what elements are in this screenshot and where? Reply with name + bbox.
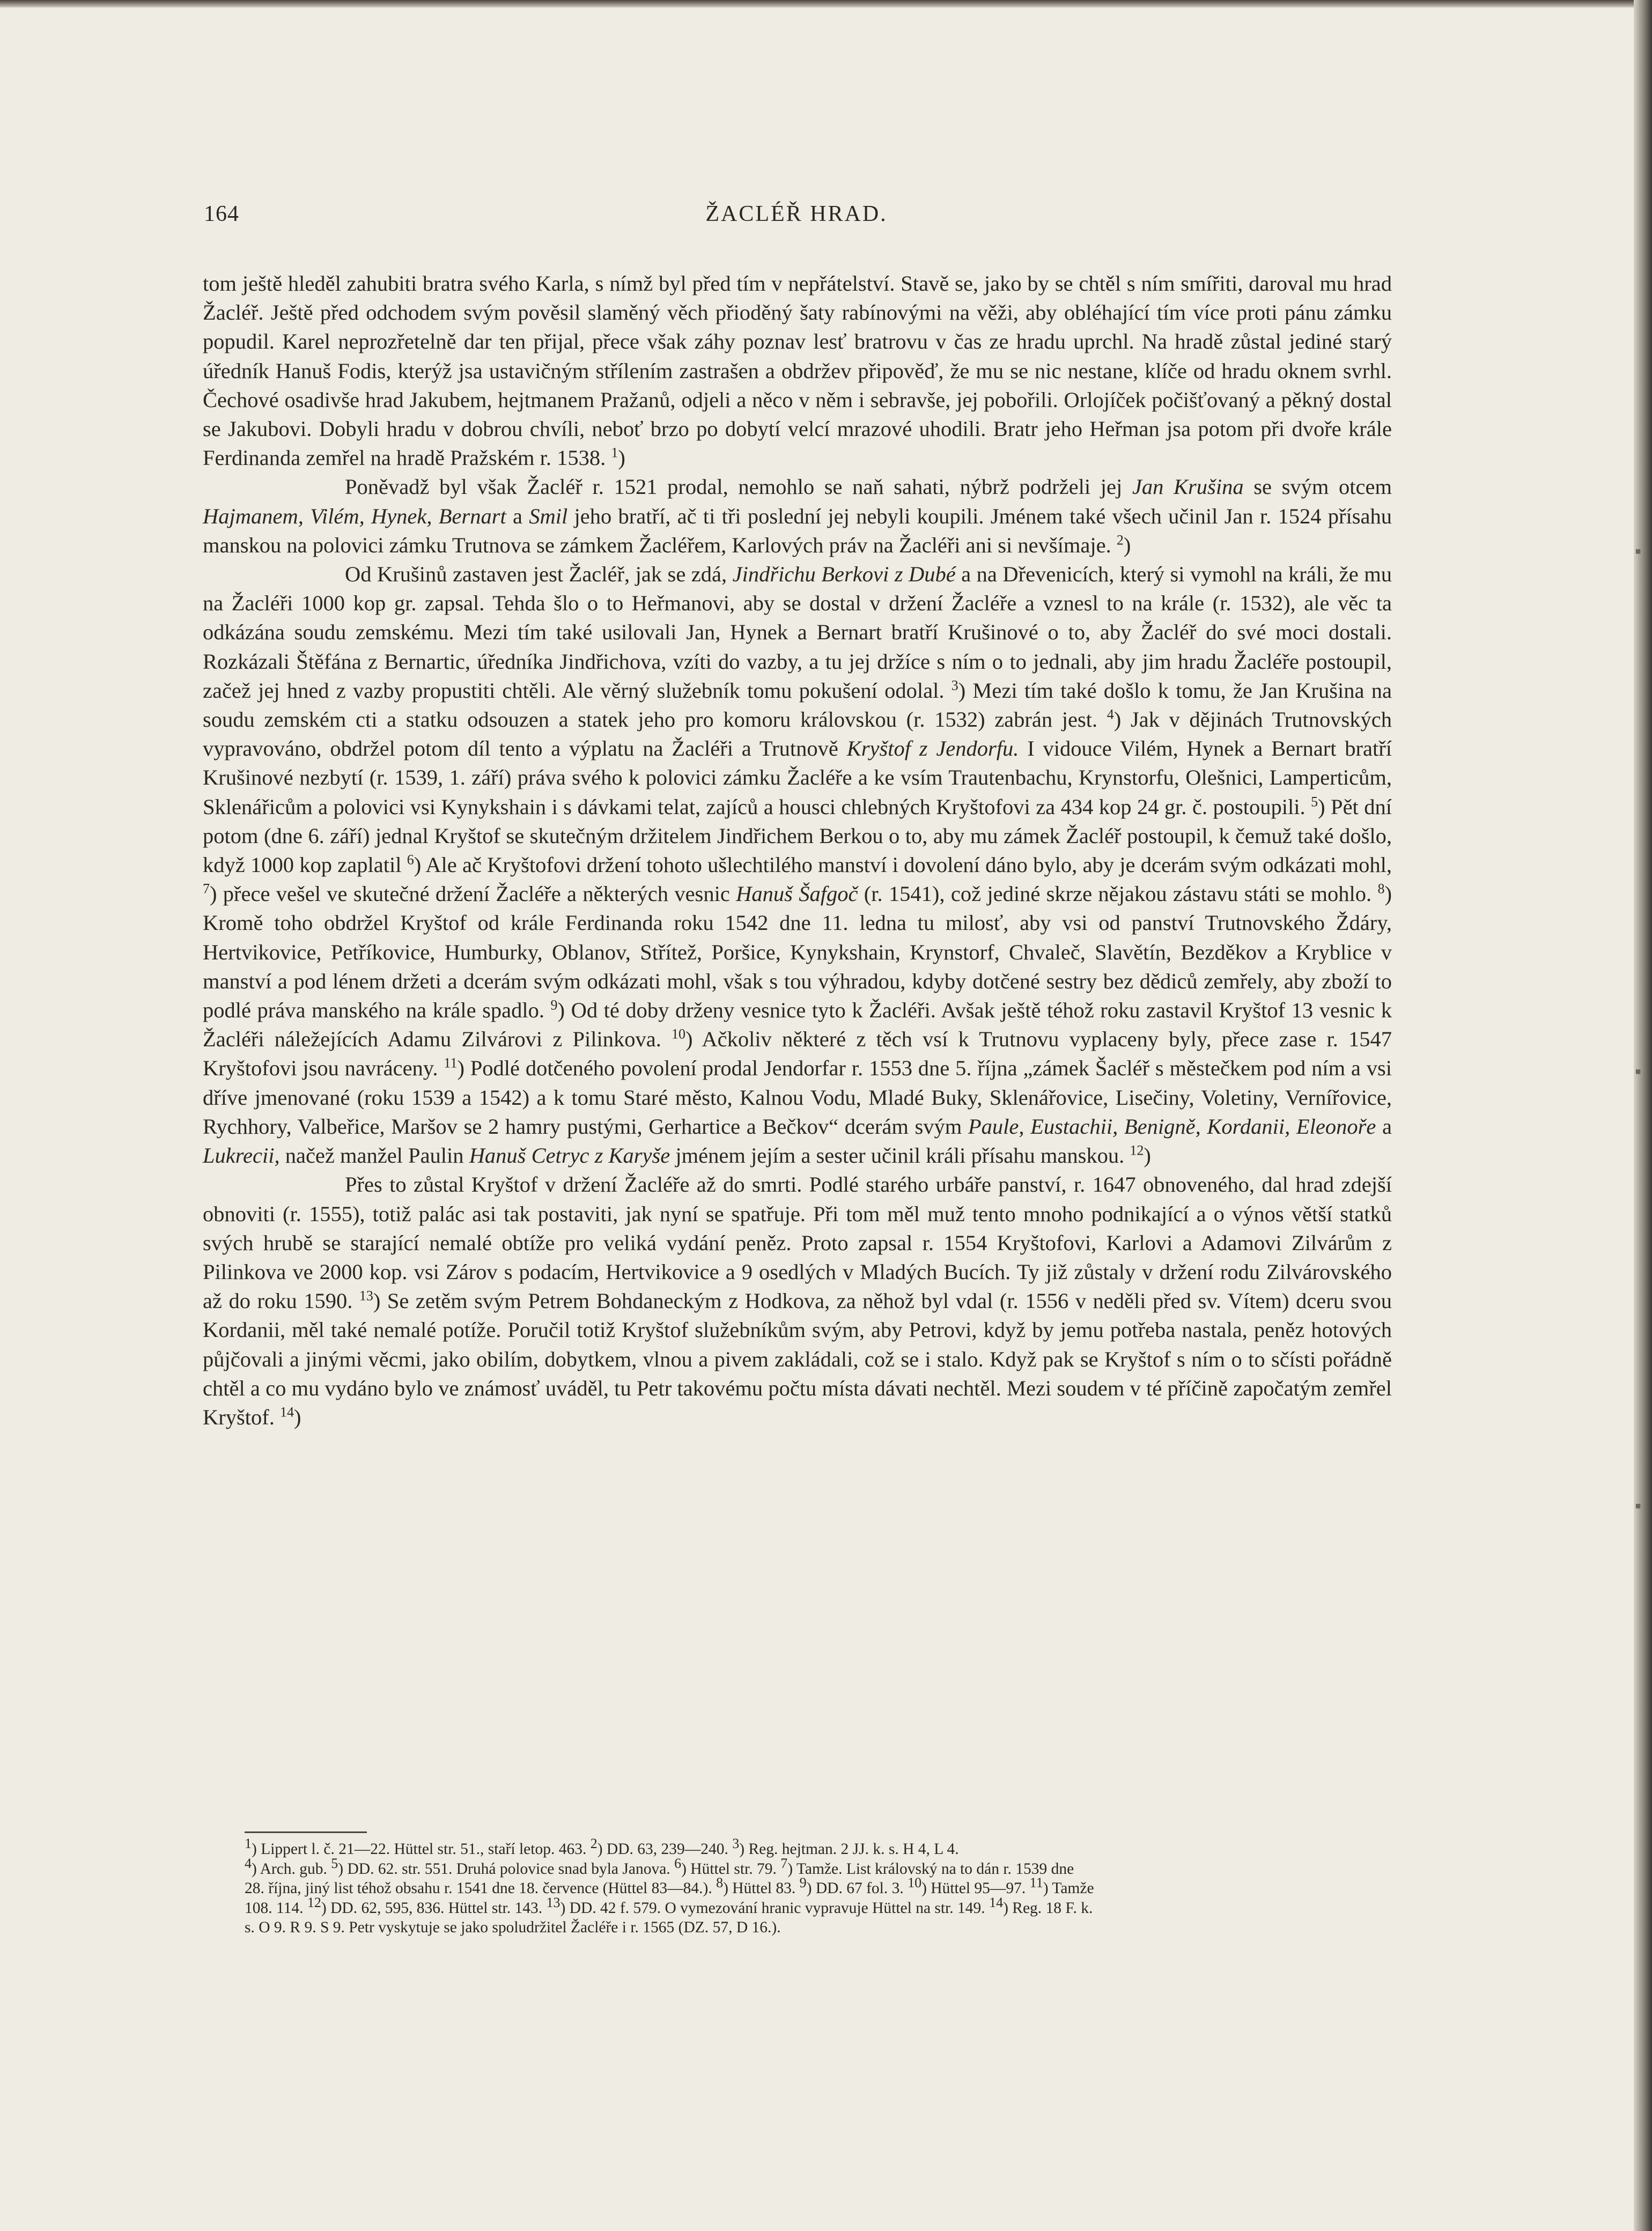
page-number: 164 [204, 202, 239, 226]
footnotes [245, 1836, 1389, 1938]
margin-mark: ▪ [1635, 1496, 1642, 1516]
paragraph: Přes to zůstal Kryštof v držení Žacléře až do smrti. Podlé starého urbáře panství, r. 1647 obnoveného, dal hrad zdejší obnoviti (r. 1555), totiž palác asi tak postaviti, jak nyní se spatřuje. Při tom měl muž tento mnoho podnikající a o výnos větší statků svých hrubě se starající nemalé obtíže pro veliká vydání peněz. Proto zapsal r. 1554 Kryštofovi, Karlovi a Adamovi Zilvárům z Pilinkova ve 2000 kop. vsi Zárov s podacím, Hertvikovice a 9 osedlých v Mladých Bucích. Ty již zůstaly v držení rodu Zilvárovského až do roku 1590. $^{13}$) Se zetěm svým Petrem Bohdaneckým z Hodkova, za něhož byl vdal (r. 1556 v neděli před sv. Vítem) dceru svou Kordanii, měl také nemalé potíže. Poručil totiž Kryštof služebníkům svým, aby Petrovi, když by jemu potřeba nastala, peněz hotových půjčovali a jinými věcmi, jako obilím, dobytkem, vlnou a pivem zakládali, což se i stalo. Když pak se Kryštof s ním o to sčísti pořádně chtěl a co mu vydáno bylo ve známosť uváděl, tu Petr takovému počtu místa dávati nechtěl. Mezi soudem v té příčině započatým zemřel Kryštof. $^{14}$) [203, 1172, 1392, 1429]
footnote-rule [245, 1831, 367, 1833]
scan-right-edge [1634, 0, 1652, 2231]
footnote-line: $^1$) Lippert l. č. 21—22. Hüttel str. 51., staří letop. 463. $^2$) DD. 63, 239—240. $^3$) Reg. hejtman. 2 JJ. k. s. H 4, L 4. [245, 1836, 959, 1858]
running-title: ŽACLÉŘ HRAD. [705, 202, 888, 226]
scan-top-edge [0, 0, 1652, 8]
paragraph: tom ještě hleděl zahubiti bratra svého Karla, s nímž byl před tím v nepřátelství. Stavě se, jako by se chtěl s ním smířiti, daroval mu hrad Žacléř. Ještě před odchodem svým pověsil slaměný věch přioděný šaty rabínovými na věži, aby obléhající tím více proti pánu zámku popudil. Karel neprozřetelně dar ten přijal, přece však záhy poznav lesť bratrovu v čas ze hradu uprchl. Na hradě zůstal jediné starý úředník Hanuš Fodis, kterýž jsa ustavičným střílením zastrašen a obdržev připověď, že mu se nic nestane, klíče od hradu oknem svrhl. Čechové osadivše hrad Jakubem, hejtmanem Pražanů, odjeli a něco v něm i sebravše, jej pobořili. Orlojíček počišťovaný a pěkný dostal se Jakubovi. Dobyli hradu v dobrou chvíli, neboť brzo po dobytí velcí mrazové uhodili. Bratr jeho Heřman jsa potom při dvoře krále Ferdinanda zemřel na hradě Pražském r. 1538. $^1$) [203, 271, 1392, 470]
footnote-line: $^4$) Arch. gub. $^5$) DD. 62. str. 551. Druhá polovice snad byla Janova. $^6$) Hüttel str. 79. $^7$) Tamže. List královský na to dán r. 1539 dne [245, 1855, 1074, 1878]
paragraph: Od Krušinů zastaven jest Žacléř, jak se zdá, Jindřichu Berkovi z Dubé a na Dřevenicích, který si vymohl na králi, že mu na Žacléři 1000 kop gr. zapsal. Tehda šlo o to Heřmanovi, aby se dostal v držení Žacléře a vznesl to na krále (r. 1532), ale věc ta odkázána soudu zemskému. Mezi tím také usilovali Jan, Hynek a Bernart bratří Krušinové o to, aby Žacléř do své moci dostali. Rozkázali Štěfána z Bernartic, úředníka Jindřichova, vzíti do vazby, a tu jej držíce s ním o to jednali, aby jim hradu Žacléře postoupil, začež jej hned z vazby propustiti chtěli. Ale věrný služebník tomu pokušení odolal. $^3$) Mezi tím také došlo k tomu, že Jan Krušina na soudu zemském cti a statku odsouzen a statek jeho pro komoru královskou (r. 1532) zabrán jest. $^4$) Jak v dějinách Trutnovských vypravováno, obdržel potom díl tento a výplatu na Žacléři a Trutnově Kryštof z Jendorfu. I vidouce Vilém, Hynek a Bernart bratří Krušinové nezbytí (r. 1539, 1. září) práva svého k polovici zámku Žacléře a ke vsím Trautenbachu, Krynstorfu, Olešnici, Lamperticům, Sklenářicům a polovici vsi Kynykshain i s dávkami telat, zajíců a housci chlebných Kryštofovi za 434 kop 24 gr. č. postoupili. $^5$) Pět dní potom (dne 6. září) jednal Kryštof se skutečným držitelem Jindřichem Berkou o to, aby mu zámek Žacléř postoupil, k čemuž také došlo, když 1000 kop zaplatil $^6$) Ale ač Kryštofovi držení tohoto ušlechtilého manství i dovolení dáno bylo, aby je dcerám svým odkázati mohl, $^7$) přece vešel ve skutečné držení Žacléře a některých vesnic Hanuš Šafgoč (r. 1541), což jediné skrze nějakou zástavu státi se mohlo. $^8$) Kromě toho obdržel Kryštof od krále Ferdinanda roku 1542 dne 11. ledna tu milosť, aby vsi od panství Trutnovského Ždáry, Hertvikovice, Petříkovice, Humburky, Oblanov, Střítež, Poršice, Kynykshain, Krynstorf, Chvaleč, Slavětín, Bezděkov a Kryblice v manství a pod lénem držeti a dcerám svým odkázati mohl, však s tou výhradou, kdyby dotčené sestry bez dědiců zemřely, aby zboží to podlé práva manského na krále spadlo. $^9$) Od té doby drženy vesnice tyto k Žacléři. Avšak ještě téhož roku zastavil Kryštof 13 vesnic k Žacléři náležejících Adamu Zilvárovi z Pilinkova. $^{10}$) Ačkoliv některé z těch vsí k Trutnovu vyplaceny byly, přece zase r. 1547 Kryštofovi jsou navráceny. $^{11}$) Podlé dotčeného povolení prodal Jendorfar r. 1553 dne 5. října „zámek Šacléř s městečkem pod ním a vsi dříve jmenované (roku 1539 a 1542) a k tomu Staré město, Kalnou Vodu, Mladé Buky, Sklenářovice, Lisečiny, Voletiny, Vernířovice, Rychhory, Valbeřice, Maršov se 2 hamry pustými, Gerhartice a Bečkov“ dcerám svým Paule, Eustachii, Benigně, Kordanii, Eleonoře a Lukrecii, načež manžel Paulin Hanuš Cetryc z Karyše jménem jejím a sester učinil králi přísahu manskou. $^{12}$) [203, 562, 1392, 1168]
body-text [203, 269, 1392, 1432]
margin-mark: ▪ [1635, 542, 1642, 562]
footnote-line: 28. října, jiný list téhož obsahu r. 1541 dne 18. července (Hüttel 83—84.). $^8$) Hüttel 83. $^9$) DD. 67 fol. 3. $^{10}$) Hüttel 95—97. $^{11}$) Tamže [245, 1875, 1094, 1897]
page-header [204, 201, 1389, 239]
margin-mark: ▪ [1635, 1062, 1642, 1082]
footnote-line: 108. 114. $^{12}$) DD. 62, 595, 836. Hüttel str. 143. $^{13}$) DD. 42 f. 579. O vymezování hranic vypravuje Hüttel na str. 149. $^{14}$) Reg. 18 F. k. [245, 1894, 1093, 1917]
paragraph: Poněvadž byl však Žacléř r. 1521 prodal, nemohlo se naň sahati, nýbrž podrželi jej Jan Krušina se svým otcem Hajmanem, Vilém, Hynek, Bernart a Smil jeho bratří, ač ti tři poslední jej nebyli koupili. Jménem také všech učinil Jan r. 1524 přísahu manskou na polovici zámku Trutnova se zámkem Žacléřem, Karlových práv na Žacléři ani si nevšímaje. $^2$) [203, 475, 1392, 557]
footnote-line: s. O 9. R 9. S 9. Petr vyskytuje se jako spoludržitel Žacléře i r. 1565 (DZ. 57, D 16.). [245, 1919, 781, 1936]
